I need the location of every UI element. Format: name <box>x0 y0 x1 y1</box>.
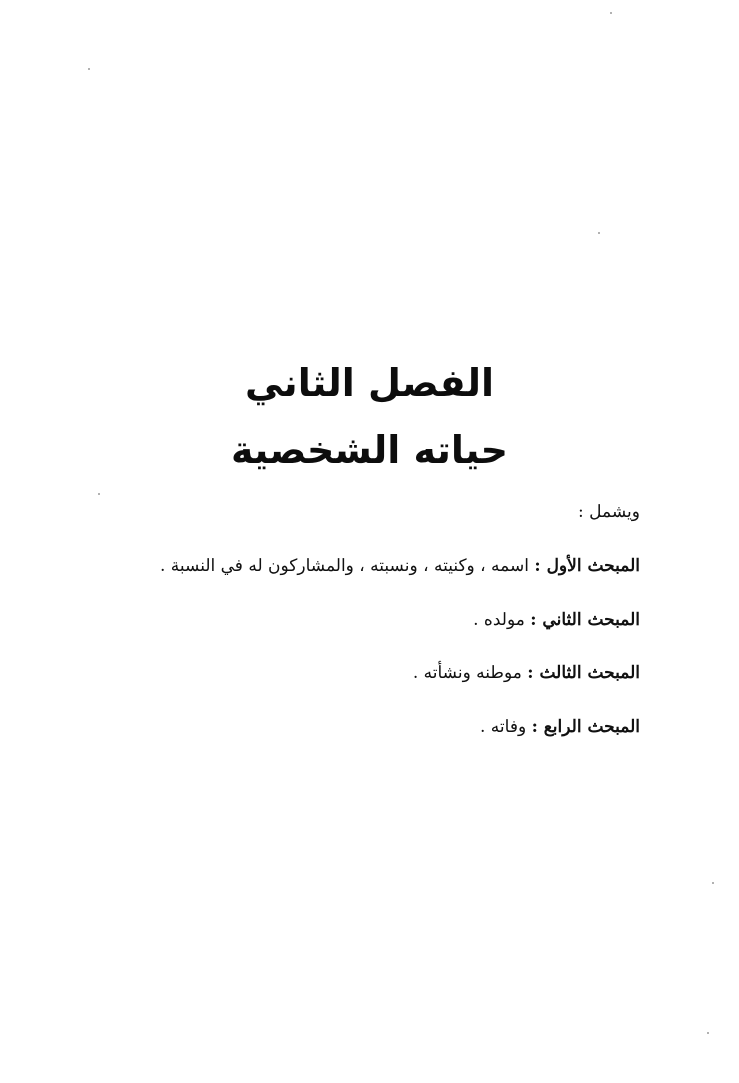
section-label: المبحث الرابع : <box>531 717 640 737</box>
section-line-1 <box>160 553 640 579</box>
section-label: المبحث الثالث : <box>527 663 640 683</box>
section-line-2 <box>473 607 640 633</box>
chapter-title: الفصل الثاني <box>244 361 495 405</box>
section-label: المبحث الثاني : <box>530 610 640 630</box>
scan-speck <box>707 1032 709 1034</box>
contents-intro: ويشمل : <box>578 502 640 522</box>
scan-speck <box>712 882 714 884</box>
corner-page-mark <box>610 12 612 14</box>
scan-speck <box>98 493 100 495</box>
scan-speck <box>598 232 600 234</box>
section-text: مولده . <box>473 610 531 630</box>
section-line-3 <box>413 660 640 686</box>
chapter-subtitle: حياته الشخصية <box>230 428 509 472</box>
section-text: وفاته . <box>479 717 532 737</box>
section-text: اسمه ، وكنيته ، ونسبته ، والمشاركون له في النسبة . <box>159 556 535 576</box>
scan-speck <box>88 68 90 70</box>
section-text: موطنه ونشأته . <box>412 663 528 683</box>
section-label: المبحث الأول : <box>534 556 640 576</box>
section-line-4 <box>480 714 640 740</box>
